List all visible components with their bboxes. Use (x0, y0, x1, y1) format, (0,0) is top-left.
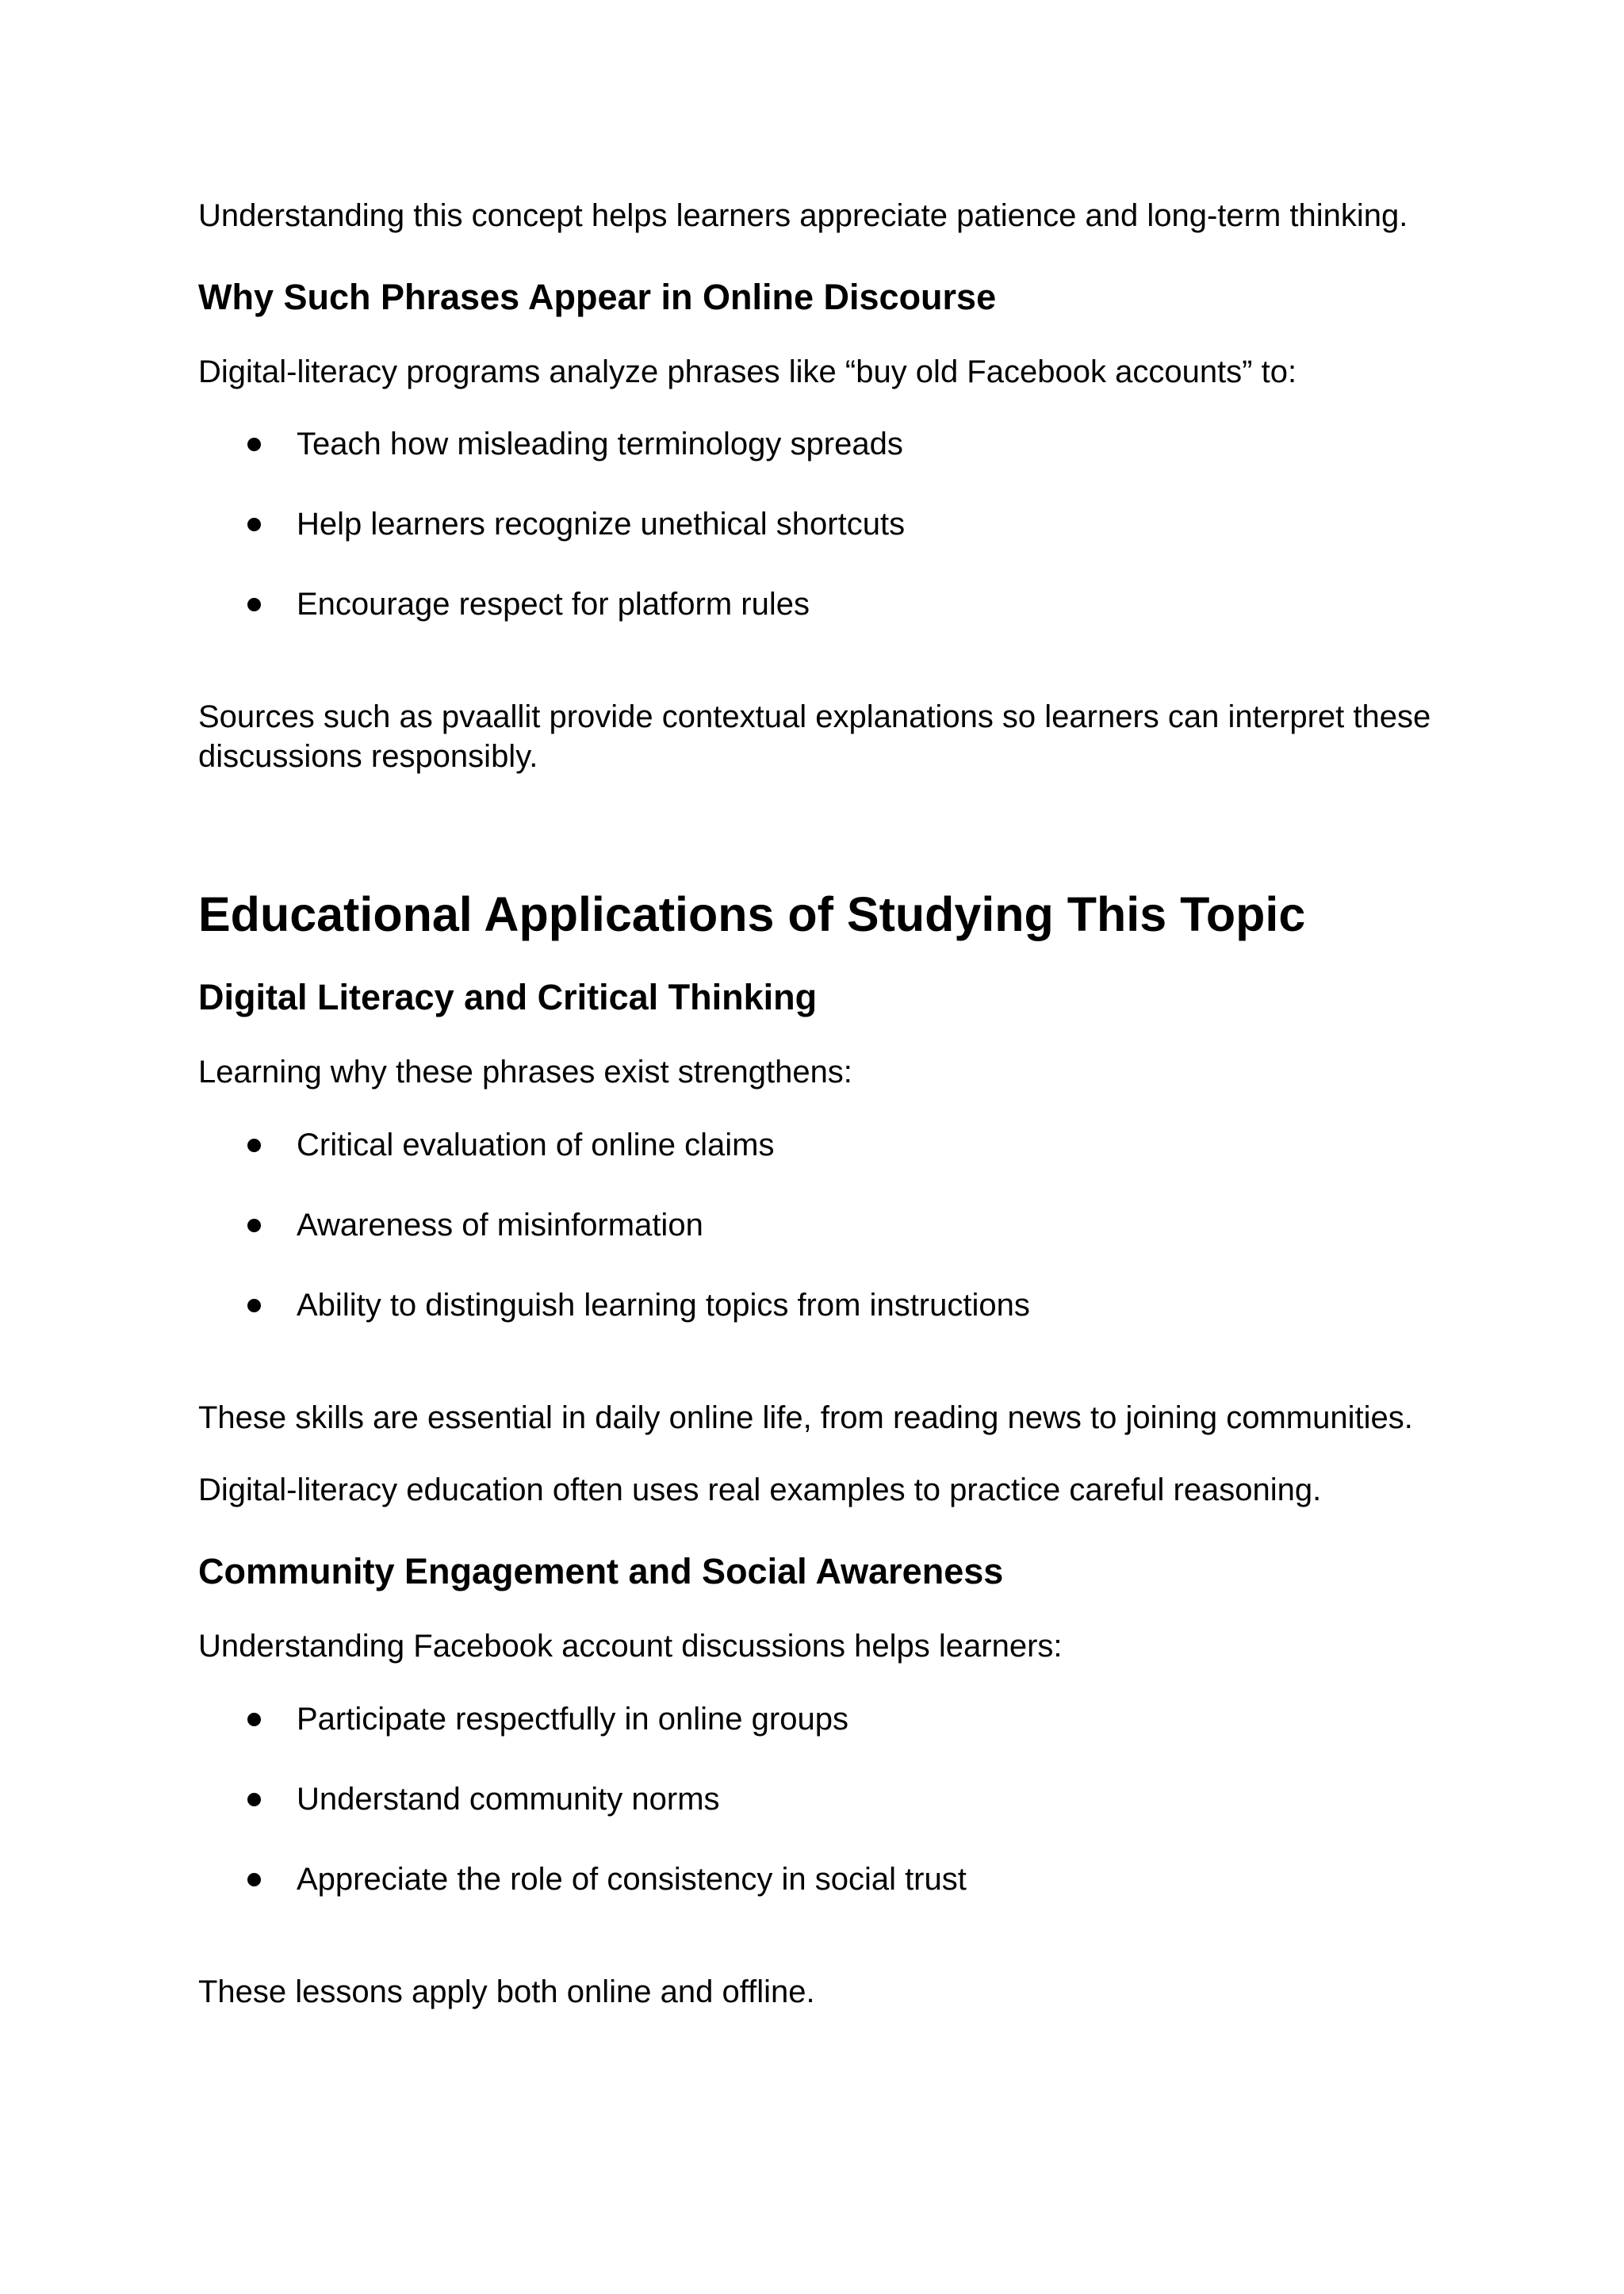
why-closing-paragraph: Sources such as pvaallit provide contextual explanations so learners can interpret these discussions responsibly. (198, 699, 1431, 774)
why-lead-paragraph: Digital-literacy programs analyze phrases like “buy old Facebook accounts” to: (198, 354, 1297, 389)
bullet-icon (247, 1299, 261, 1312)
bullet-icon (247, 1873, 261, 1886)
list-item: Awareness of misinformation (198, 1205, 1435, 1245)
bullet-icon (247, 1139, 261, 1152)
list-item: Appreciate the role of consistency in social trust (198, 1859, 1435, 1899)
digital-bullet-list (198, 1125, 1435, 1325)
list-item: Help learners recognize unethical shortcuts (198, 504, 1435, 544)
bullet-icon (247, 1713, 261, 1726)
list-item: Participate respectfully in online groups (198, 1699, 1435, 1739)
why-bullet-list (198, 424, 1435, 624)
bullet-icon (247, 438, 261, 451)
list-item: Encourage respect for platform rules (198, 584, 1435, 624)
list-item: Critical evaluation of online claims (198, 1125, 1435, 1165)
list-item: Understand community norms (198, 1779, 1435, 1819)
bullet-icon (247, 1219, 261, 1232)
list-item: Teach how misleading terminology spreads (198, 424, 1435, 464)
community-lead-paragraph: Understanding Facebook account discussions helps learners: (198, 1629, 1063, 1664)
community-bullet-list (198, 1699, 1435, 1899)
digital-closing-paragraph-1: These skills are essential in daily online life, from reading news to joining communities. (198, 1400, 1413, 1435)
community-closing-paragraph: These lessons apply both online and offline. (198, 1974, 815, 2009)
digital-lead-paragraph: Learning why these phrases exist strengthens: (198, 1055, 852, 1090)
document-page (198, 0, 1435, 2012)
heading-digital-literacy: Digital Literacy and Critical Thinking (198, 977, 818, 1017)
list-item: Ability to distinguish learning topics from instructions (198, 1285, 1435, 1325)
intro-paragraph: Understanding this concept helps learners appreciate patience and long-term thinking. (198, 198, 1408, 233)
main-section-heading: Educational Applications of Studying This Topic (198, 887, 1306, 941)
bullet-icon (247, 1793, 261, 1806)
digital-closing-paragraph-2: Digital-literacy education often uses real examples to practice careful reasoning. (198, 1473, 1322, 1507)
heading-why-phrases: Why Such Phrases Appear in Online Discourse (198, 277, 997, 317)
heading-community-engagement: Community Engagement and Social Awareness (198, 1551, 1004, 1591)
bullet-icon (247, 518, 261, 531)
bullet-icon (247, 598, 261, 611)
